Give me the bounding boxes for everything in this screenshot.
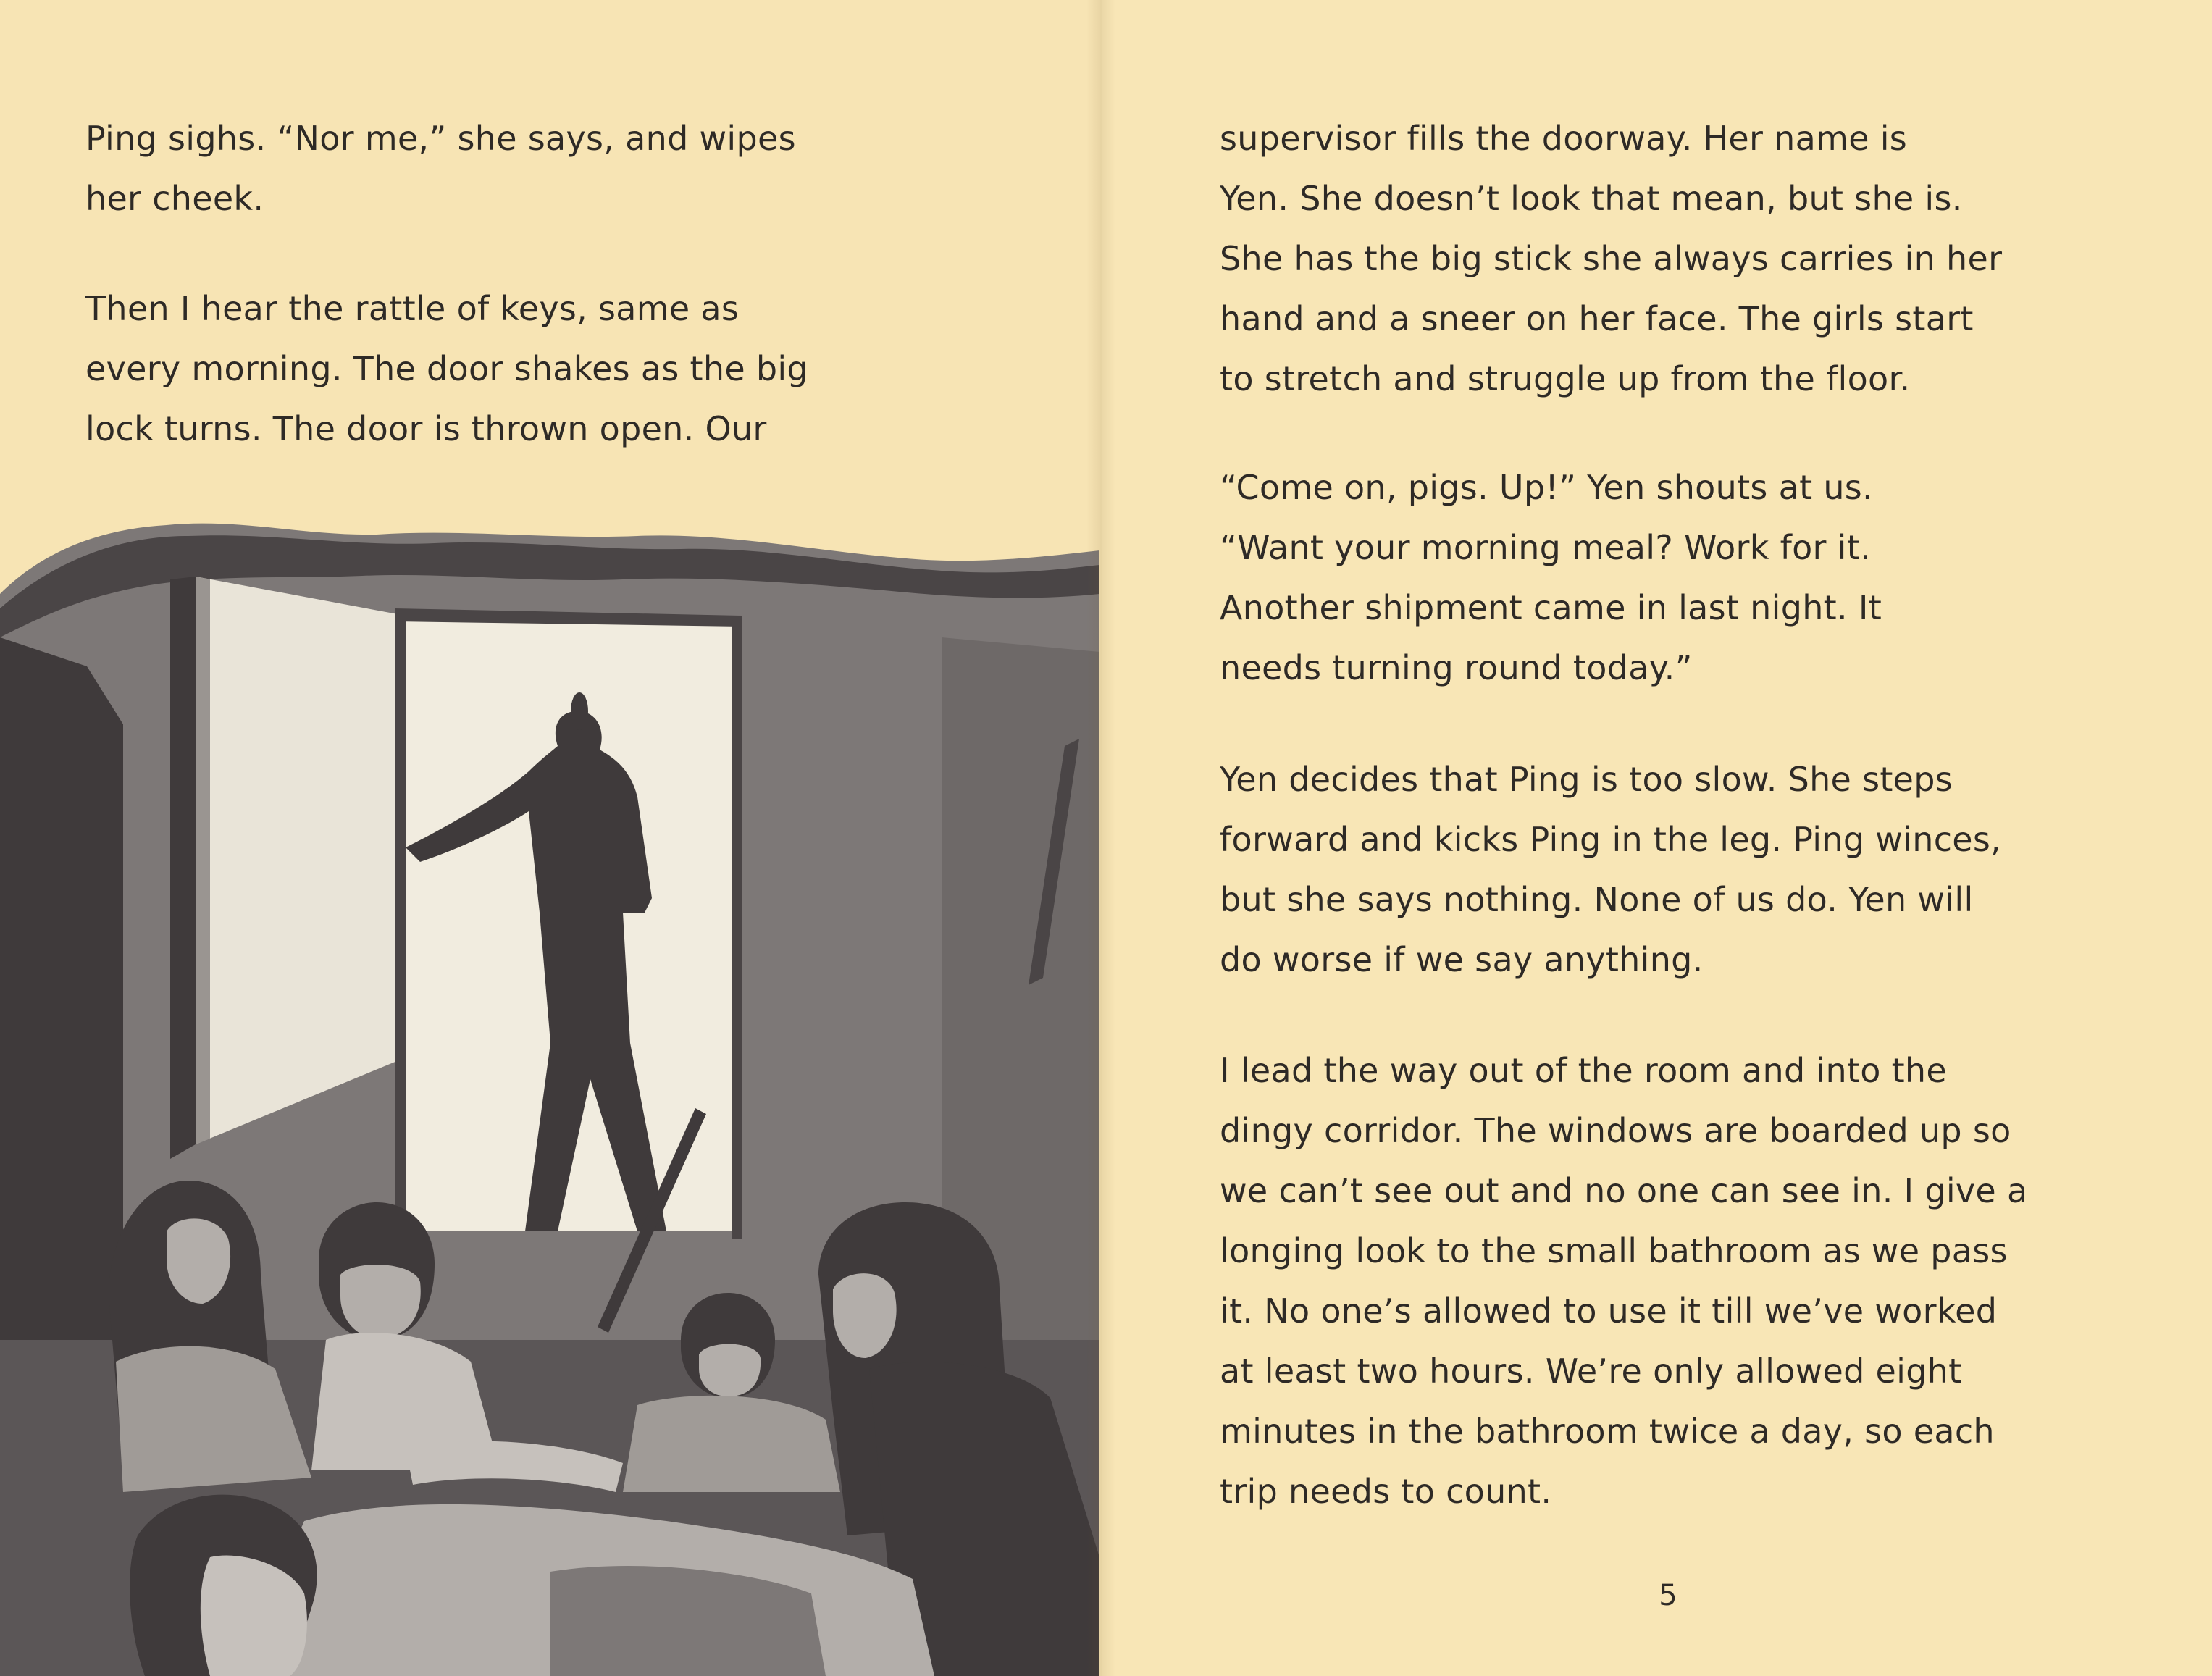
page-number: 5 [1659, 1579, 1677, 1612]
page-gutter [1086, 0, 1115, 1676]
paragraph: “Come on, pigs. Up!” Yen shouts at us. “Want your morning meal? Work for it. Another shipment came in last night. It needs turning round today.” [1220, 468, 1882, 687]
paragraph: Yen decides that Ping is too slow. She steps forward and kicks Ping in the leg. Ping winces, but she says nothing. None of us do. Yen will do worse if we say anything. [1220, 760, 2002, 979]
paragraph: Ping sighs. “Nor me,” she says, and wipes her cheek. [85, 119, 796, 218]
paragraph: Then I hear the rattle of keys, same as every morning. The door shakes as the big lock turns. The door is thrown open. Our [85, 289, 808, 448]
left-page [0, 0, 1099, 1676]
illustration [0, 507, 1099, 1676]
paragraph: I lead the way out of the room and into the dingy corridor. The windows are boarded up so we can’t see out and no one can see in. I give a longing look to the small bathroom as we pass it. No one’s allowed to use it till we’ve worked at least two hours. We’re only allowed eight minutes in the bathroom twice a day, so each trip needs to count. [1220, 1051, 2028, 1511]
paragraph: supervisor fills the doorway. Her name is Yen. She doesn’t look that mean, but she is. She has the big stick she always carries in her hand and a sneer on her face. The girls start to stretch and struggle up from the floor. [1220, 119, 2003, 398]
